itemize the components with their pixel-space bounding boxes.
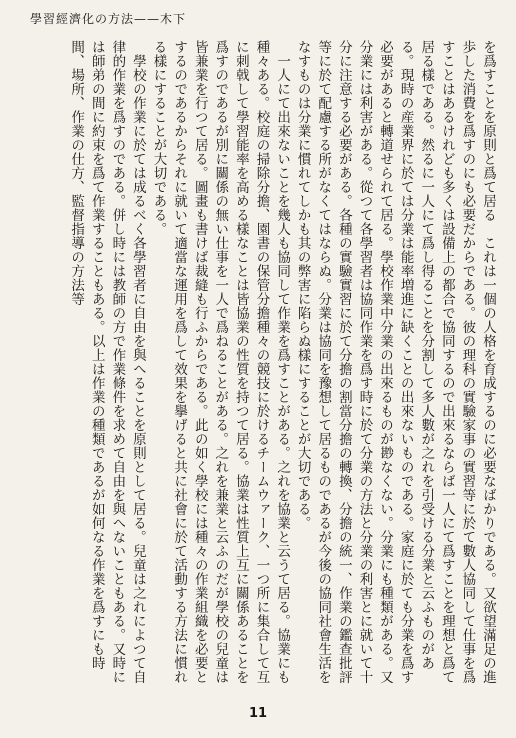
page-number: 11 bbox=[248, 706, 268, 721]
running-header: 學習經濟化の方法——木下 bbox=[30, 12, 187, 26]
paragraph-2: 一人にて出來ないことを幾人も協同して作業を爲すことがある。之れを協業と云うて居る。協業にも種々ある。校庭の掃除分擔、園書の保管分擔種々の競技に於けるチームウァーク、一つ所に集合して互に刺戟して學習能率を高める樣なことは皆協業の性質を持つて居る。協業は性質上互に關係あることを爲すのであるが別に關係の無い仕事を一人で爲ねることがある。之れを兼業と云ふのだが學校の兒童は皆兼業を行つて居る。圖畫も書けば裁縫も行ふからである。此の如く學校には種々の作業組織を必要とするのであるからそれに就いて適當な運用を爲して效果を擧げると共に社會に於て活動する方法に慣れる樣にすることが大切である。 bbox=[150, 40, 291, 684]
vertical-body-text bbox=[8, 40, 498, 690]
paragraph-3: 學校の作業に於ては成るべく各學習者に自由を與へることを原則として居る。兒童は之れによつて自律的作業を爲すのである。併し時には教師の方で作業條件を求めて自由を與へないこともある。又時には師弟の間に約束を爲て作業することもある。以上は作業の種類であるが如何なる作業を爲すにも時間、場所、作業の仕方、監督指導の方法等 bbox=[68, 40, 146, 684]
paragraph-1: を爲すことを原則と爲て居る これは一個の人格を育成するのに必要なばかりである。又欲望滿足の進歩した消費を爲すのにも必要だからである。彼の理科の實驗家事の實習等に於て數人協同して仕事を爲すことはあるけれども多くは設備上の都合で協同するので出來るならば一人にて爲すことを理想と爲て居る樣である。然るに一人にて爲し得ることを分割して多人數が之れを引受ける分業と云ふものがある。現時の産業界に於ては分業は能率増進に缺くことの出來ないものである。家庭に於ても分業を爲す必要があると轉道せられて居る。學校作業中分業の出來るものが尠なくない。分業にも種類がある。又分業には利害がある。從つて各學習者は協同作業を爲す時に於て分業の方法と分業の利害とに就いて十分に注意する必要がある。各種の實驗實習に於て分擔の割當分擔の轉換、分擔の統一、作業の鑑查批評等に於て配慮する所がなくてはならぬ。分業は協同を豫想して居るものであるが今後の協同社會生活をなすものは分業に慣れてしかも其の弊害に陷らぬ樣にすることが大切である。 bbox=[294, 40, 496, 684]
